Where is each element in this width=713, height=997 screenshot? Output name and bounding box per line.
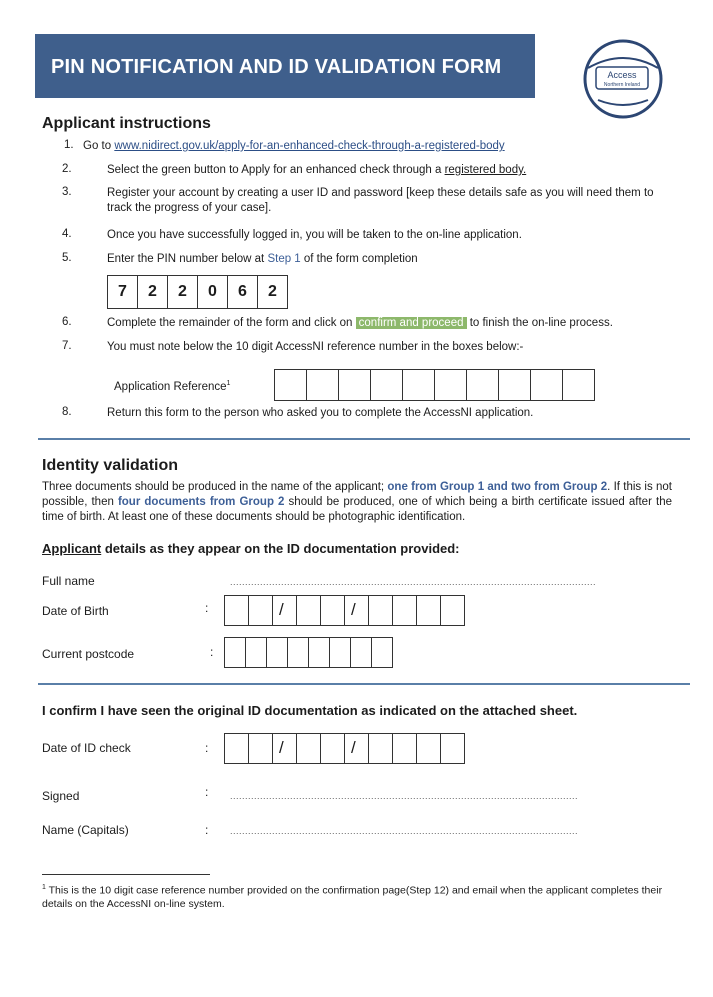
step-3-text: Register your account by creating a user ID and password [keep these details safe as you will need them to track the progress of your case]. [107,187,654,214]
ref-digit-box[interactable] [563,370,594,400]
date-box[interactable] [225,734,249,763]
postcode-label: Current postcode [42,647,135,661]
postcode-colon: : [210,645,214,659]
step-1-number: 1. [64,139,74,151]
pin-digit: 2 [138,276,168,308]
step-6-text [107,316,613,331]
postcode-box[interactable] [330,638,351,667]
step-2-underline: registered body. [444,164,527,176]
step-2-pre: Select the green button to Apply for an enhanced check through a [107,164,445,176]
date-box[interactable] [249,734,273,763]
date-of-id-check-label: Date of ID check [42,741,131,755]
dob-label: Date of Birth [42,604,109,618]
step-1-pre: Go to [83,140,115,152]
postcode-box[interactable] [225,638,246,667]
postcode-box[interactable] [267,638,288,667]
ref-digit-box[interactable] [435,370,467,400]
step-3-number: 3. [62,186,72,198]
pin-digit: 2 [168,276,198,308]
step-5-number: 5. [62,252,72,264]
step-4-number: 4. [62,228,72,240]
ref-digit-box[interactable] [339,370,371,400]
date-slash: / [279,738,284,757]
ref-digit-box[interactable] [531,370,563,400]
step-5-pre: Enter the PIN number below at [107,253,268,265]
pin-number-boxes [107,275,288,309]
step-7-text: You must note below the 10 digit AccessNI reference number in the boxes below:- [107,341,524,353]
step-8-text: Return this form to the person who asked you to complete the AccessNI application. [107,407,534,419]
postcode-box[interactable] [246,638,267,667]
step-6-number: 6. [62,316,72,328]
step-5-link: Step 1 [267,253,301,265]
application-reference-boxes[interactable] [274,369,595,401]
form-title: PIN NOTIFICATION AND ID VALIDATION FORM [51,56,502,78]
full-name-line[interactable]: .......................................................................................................................... [230,577,597,587]
date-box[interactable] [297,596,321,625]
logo-text-access: Access [607,70,637,80]
signature-line[interactable]: .................................................................................................................... [230,791,579,801]
date-slash: / [351,738,356,757]
ref-digit-box[interactable] [499,370,531,400]
date-box[interactable] [321,596,345,625]
postcode-boxes[interactable] [224,637,393,668]
step-6-post: to finish the on-line process. [466,317,613,329]
date-box[interactable] [417,734,441,763]
logo-text-ni: Northern Ireland [603,82,641,88]
postcode-box[interactable] [309,638,330,667]
ref-digit-box[interactable] [371,370,403,400]
footnote-text: This is the 10 digit case reference number provided on the confirmation page(Step 12) and email when the applicant completes their details on the AccessNI on-line system. [42,884,663,910]
para-part-3: should be produced, one of which being a birth certificate issued after the time of birth. At least one of these documents should be photographic identification. [42,496,672,523]
postcode-box[interactable] [288,638,309,667]
name-capitals-line[interactable]: .................................................................................................................... [230,826,579,836]
step-5-text [107,252,418,267]
para-part-1: Three documents should be produced in the name of the applicant; [42,481,388,493]
identity-validation-title: Identity validation [42,457,179,474]
applicant-heading-rest: details as they appear on the ID documentation provided: [101,541,460,556]
step-1-text [83,139,505,154]
ref-digit-box[interactable] [467,370,499,400]
dob-colon: : [205,601,209,615]
id-check-colon: : [205,741,209,755]
postcode-box[interactable] [372,638,392,667]
step-4-text: Once you have successfully logged in, you will be taken to the on-line application. [107,229,522,241]
name-colon: : [205,823,209,837]
date-separator-box [273,734,297,763]
date-box[interactable] [369,734,393,763]
applicant-details-heading [42,541,460,556]
app-ref-label-text: Application Reference [114,380,227,393]
form-title-banner [35,34,535,98]
footnote-marker: 1 [42,884,46,891]
ref-digit-box[interactable] [307,370,339,400]
applicant-word: Applicant [42,541,102,556]
date-box[interactable] [393,596,417,625]
signed-label: Signed [42,789,80,803]
para-group-2: four documents from Group 2 [117,496,285,508]
step-5-post: of the form completion [300,253,418,265]
date-box[interactable] [441,596,464,625]
ref-digit-box[interactable] [403,370,435,400]
footnote-rule [42,874,210,875]
confirm-and-proceed-highlight: confirm and proceed [356,317,467,329]
date-box[interactable] [225,596,249,625]
ref-digit-box[interactable] [275,370,307,400]
instructions-title: Applicant instructions [42,115,211,132]
pin-digit: 6 [228,276,258,308]
date-box[interactable] [393,734,417,763]
nidirect-link[interactable]: www.nidirect.gov.uk/apply-for-an-enhanced-check-through-a-registered-body [114,140,505,152]
step-2-number: 2. [62,163,72,175]
app-ref-footnote-marker: 1 [226,380,231,387]
step-7-number: 7. [62,340,72,352]
pin-digit: 0 [198,276,228,308]
date-box[interactable] [297,734,321,763]
confirm-heading: I confirm I have seen the original ID documentation as indicated on the attached sheet. [42,703,578,718]
para-part-2: . If this is not possible, then [42,481,672,508]
date-slash: / [279,600,284,619]
postcode-box[interactable] [351,638,372,667]
date-slash: / [351,600,356,619]
id-check-date-boxes[interactable] [224,733,465,764]
step-2-text [107,163,526,178]
date-box[interactable] [369,596,393,625]
date-separator-box [273,596,297,625]
date-separator-box [345,596,369,625]
accessni-logo [582,38,664,120]
step-8-number: 8. [62,406,72,418]
signed-colon: : [205,785,209,799]
section-divider [38,683,690,685]
footnote [42,881,682,911]
pin-digit: 7 [108,276,138,308]
date-separator-box [345,734,369,763]
date-box[interactable] [249,596,273,625]
identity-paragraph [42,480,672,525]
para-group-1-2: one from Group 1 and two from Group 2 [387,481,608,493]
date-box[interactable] [417,596,441,625]
section-divider [38,438,690,440]
name-capitals-label: Name (Capitals) [42,823,129,837]
step-6-pre: Complete the remainder of the form and click on [107,317,356,329]
date-box[interactable] [321,734,345,763]
pin-digit: 2 [268,283,277,300]
application-reference-label [114,376,230,395]
dob-boxes[interactable] [224,595,465,626]
date-box[interactable] [441,734,464,763]
full-name-label: Full name [42,574,95,588]
